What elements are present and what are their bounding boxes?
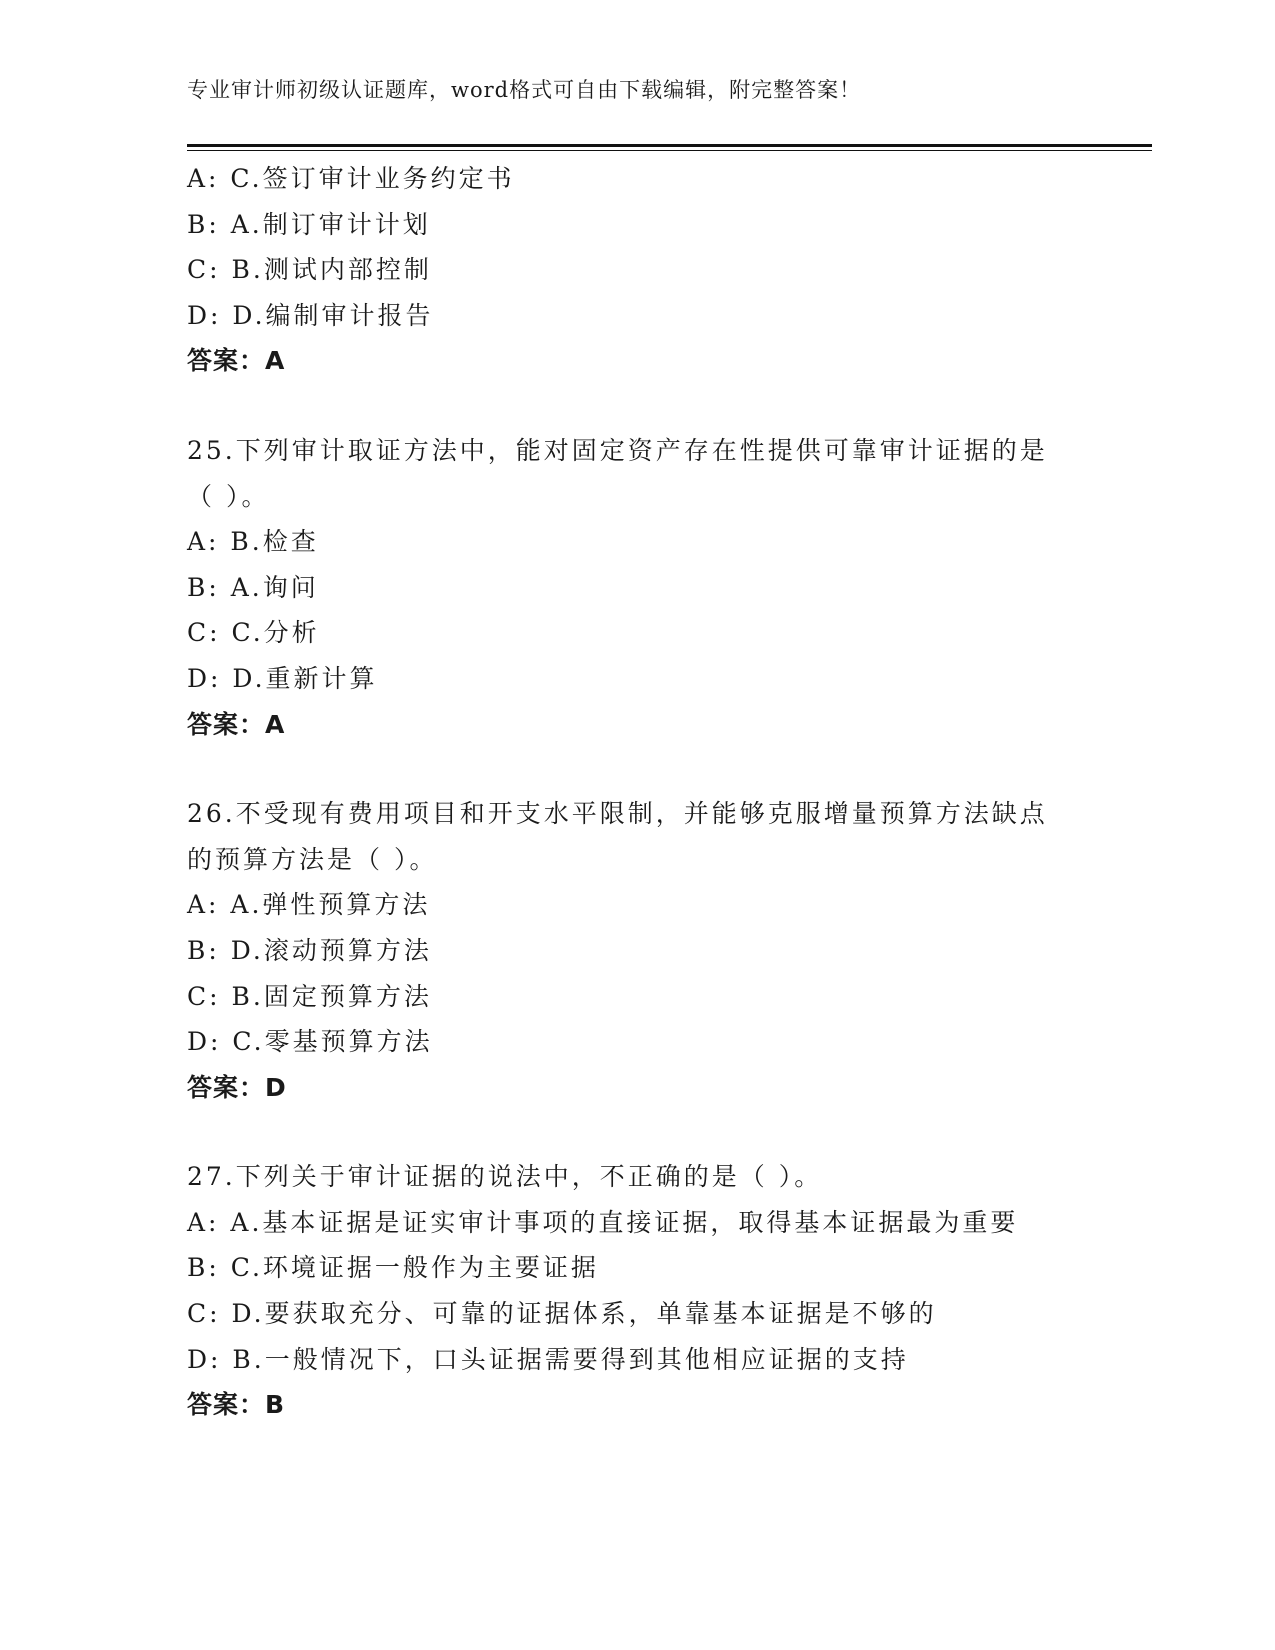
question-25	[187, 428, 1147, 747]
option-b: B: C.环境证据一般作为主要证据	[187, 1253, 599, 1283]
option-b: B: D.滚动预算方法	[187, 935, 432, 965]
header-rule-thick	[187, 144, 1152, 147]
option-d: D: C.零基预算方法	[187, 1027, 433, 1057]
header-rule-thin	[187, 150, 1152, 151]
page-header: 专业审计师初级认证题库，word格式可自由下载编辑，附完整答案！	[187, 78, 862, 102]
question-content	[187, 156, 1147, 1428]
answer: 答案：D	[187, 1072, 287, 1102]
question-26	[187, 791, 1147, 1110]
option-b: B: A.询问	[187, 572, 319, 602]
option-c: C: C.分析	[187, 618, 320, 648]
question-stem-continued: 的预算方法是（ ）。	[187, 844, 438, 874]
option-a: A: A.弹性预算方法	[187, 890, 431, 920]
prev-question	[187, 156, 1147, 384]
option-b: B: A.制订审计计划	[187, 209, 431, 239]
question-stem-continued: （ ）。	[187, 481, 270, 511]
option-c: C: B.固定预算方法	[187, 981, 432, 1011]
question-27	[187, 1154, 1147, 1428]
option-a: A: C.签订审计业务约定书	[187, 164, 515, 193]
question-stem: 26.不受现有费用项目和开支水平限制，并能够克服增量预算方法缺点	[187, 799, 1048, 829]
option-d: D: D.编制审计报告	[187, 300, 434, 330]
answer: 答案：A	[187, 709, 286, 739]
question-stem: 25.下列审计取证方法中，能对固定资产存在性提供可靠审计证据的是	[187, 435, 1048, 465]
question-stem: 27.下列关于审计证据的说法中，不正确的是（ ）。	[187, 1162, 823, 1192]
option-a: A: B.检查	[187, 527, 319, 557]
answer: 答案：B	[187, 1390, 286, 1420]
option-c: C: D.要获取充分、可靠的证据体系，单靠基本证据是不够的	[187, 1299, 937, 1329]
option-d: D: D.重新计算	[187, 663, 378, 693]
option-a: A: A.基本证据是证实审计事项的直接证据，取得基本证据最为重要	[187, 1207, 1019, 1237]
answer: 答案：A	[187, 346, 286, 376]
option-c: C: B.测试内部控制	[187, 255, 432, 285]
option-d: D: B.一般情况下，口头证据需要得到其他相应证据的支持	[187, 1344, 909, 1374]
